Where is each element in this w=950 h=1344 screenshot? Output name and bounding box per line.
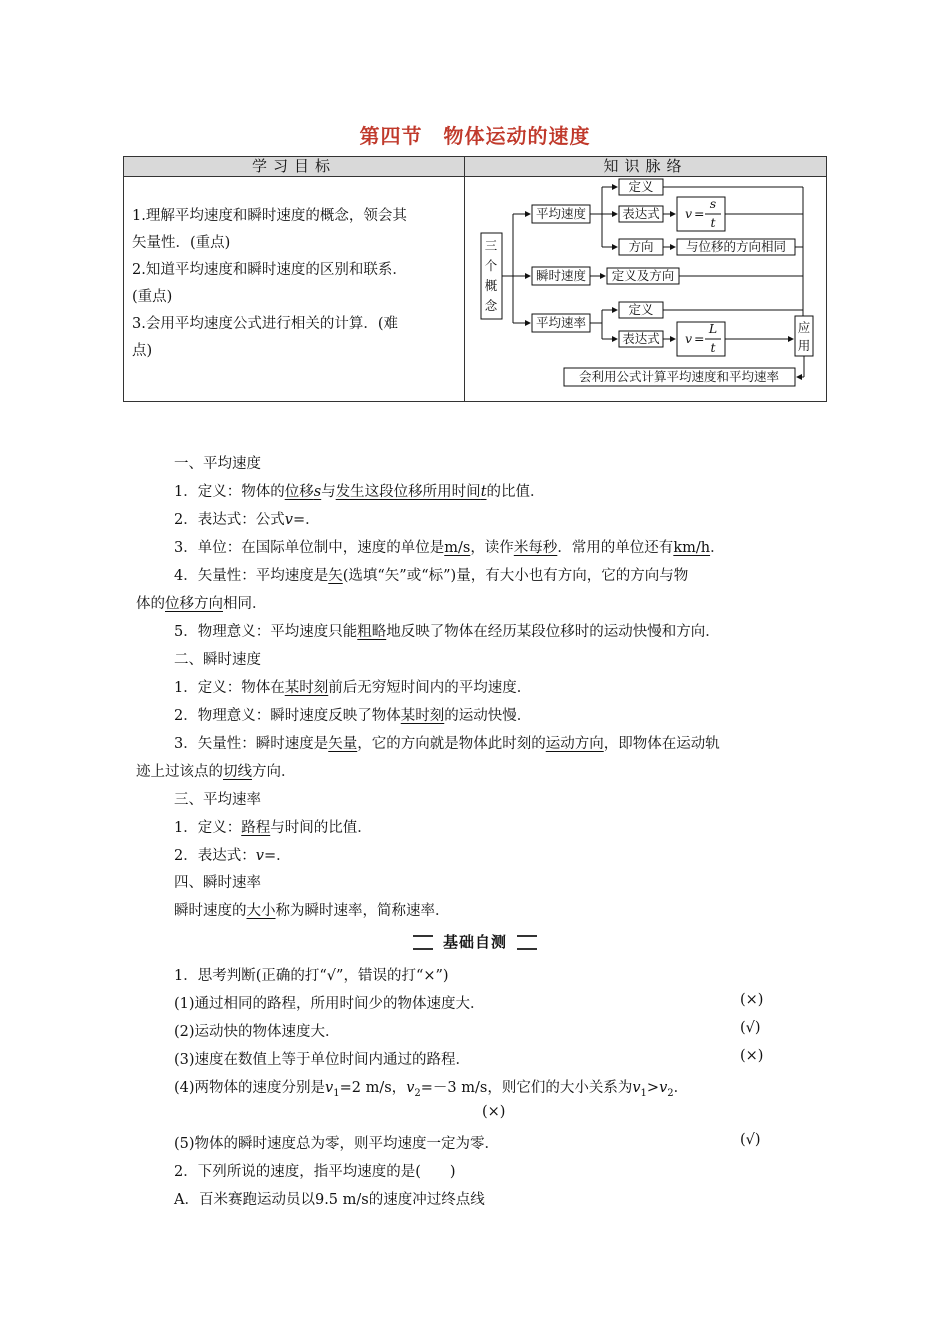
text-line: 迹上过该点的切线方向． [136,764,296,780]
expression-label: 表达式 [622,331,660,346]
text-line: 瞬时速度的大小称为瞬时速率，简称速率． [174,903,450,919]
formula-variable: v [685,206,693,221]
root-char: 三 [484,238,498,253]
judgement-mark: (×) [482,1104,506,1120]
formula-numerator: s [709,196,717,211]
direction-label: 方向 [628,239,654,254]
text-line: 体的位移方向相同． [136,596,267,612]
def-dir-label: 定义及方向 [611,268,675,283]
expression-label: 表达式 [622,206,660,221]
root-char: 念 [484,298,498,313]
goal-line: 1.理解平均速度和瞬时速度的概念，领会其 [132,208,407,224]
text-line: 2．物理意义：瞬时速度反映了物体某时刻的运动快慢． [174,708,532,724]
judgement-mark: (√) [740,1132,761,1148]
formula-numerator: L [708,321,718,336]
goal-line: (重点) [132,289,173,305]
question: 1．思考判断(正确的打“√”，错误的打“×”) [174,968,449,984]
judgement-item: (3)速度在数值上等于单位时间内通过的路程． [174,1052,471,1068]
text-line: 5．物理意义：平均速度只能粗略地反映了物体在经历某段位移时的运动快慢和方向． [174,624,720,640]
direction-note: 与位移的方向相同 [685,239,787,254]
text-line: 1．定义：路程与时间的比值． [174,820,372,836]
root-char: 个 [484,258,498,273]
section-title: 一、平均速度 [174,456,261,472]
judgement-mark: (√) [740,1020,761,1036]
goal-line: 3.会用平均速度公式进行相关的计算．(难 [132,316,398,332]
formula-denominator: t [710,215,716,230]
inst-velocity-label: 瞬时速度 [535,268,587,283]
definition-label: 定义 [628,302,654,317]
text-line: 2．表达式：v=． [174,848,291,864]
root-char: 概 [484,278,498,293]
goal-line: 矢量性．(重点) [132,235,231,251]
mindmap-header: 知识脉络 [465,157,826,177]
judgement-item: (5)物体的瞬时速度总为零，则平均速度一定为零． [174,1136,500,1152]
question: 2．下列所说的速度，指平均速度的是( ) [174,1164,456,1180]
apply-char: 应 [797,320,811,335]
section-title: 三、平均速率 [174,792,261,808]
objectives-table [123,156,827,402]
judgement-item: (2)运动快的物体速度大． [174,1024,340,1040]
definition-label: 定义 [628,179,654,194]
text-line: 3．矢量性：瞬时速度是矢量，它的方向就是物体此时刻的运动方向，即物体在运动轨 [174,736,720,752]
knowledge-mindmap [465,177,826,401]
text-line: 2．表达式：公式v=． [174,512,320,528]
judgement-item: (1)通过相同的路程，所用时间少的物体速度大． [174,996,485,1012]
text-line: 3．单位：在国际单位制中，速度的单位是m/s，读作米每秒．常用的单位还有km/h． [174,540,725,556]
avg-velocity-label: 平均速度 [535,206,587,221]
page-title: 第四节 物体运动的速度 [359,124,591,148]
text-line: 1．定义：物体在某时刻前后无穷短时间内的平均速度． [174,680,532,696]
learning-goals [132,203,457,365]
judgement-mark: (×) [740,1048,764,1064]
formula-equals: = [694,206,705,221]
badge-label: 基础自测 [433,931,517,953]
apply-char: 用 [797,338,811,353]
goals-header: 学习目标 [124,157,465,177]
goal-line: 2.知道平均速度和瞬时速度的区别和联系． [132,262,407,278]
avg-speed-label: 平均速率 [535,315,587,330]
text-line: 4．矢量性：平均速度是矢(选填“矢”或“标”)量，有大小也有方向，它的方向与物 [174,568,689,584]
goal-line: 点) [132,343,153,359]
formula-denominator: t [710,340,716,355]
text-line: 1．定义：物体的位移s与发生这段位移所用时间t的比值． [174,484,545,500]
judgement-mark: (×) [740,992,764,1008]
formula-variable: v [685,331,693,346]
judgement-item: (4)两物体的速度分别是$v_1=2$ m/s，$v_2=-3$ m/s，则它们的大小关系为$v_1>v_2$． [174,1080,689,1099]
self-test-badge [412,931,538,953]
section-title: 四、瞬时速率 [174,875,261,891]
answer-option: A．百米赛跑运动员以9.5 m/s的速度冲过终点线 [174,1192,485,1208]
formula-equals: = [694,331,705,346]
section-title: 二、瞬时速度 [174,652,261,668]
apply-note: 会利用公式计算平均速度和平均速率 [578,369,780,384]
